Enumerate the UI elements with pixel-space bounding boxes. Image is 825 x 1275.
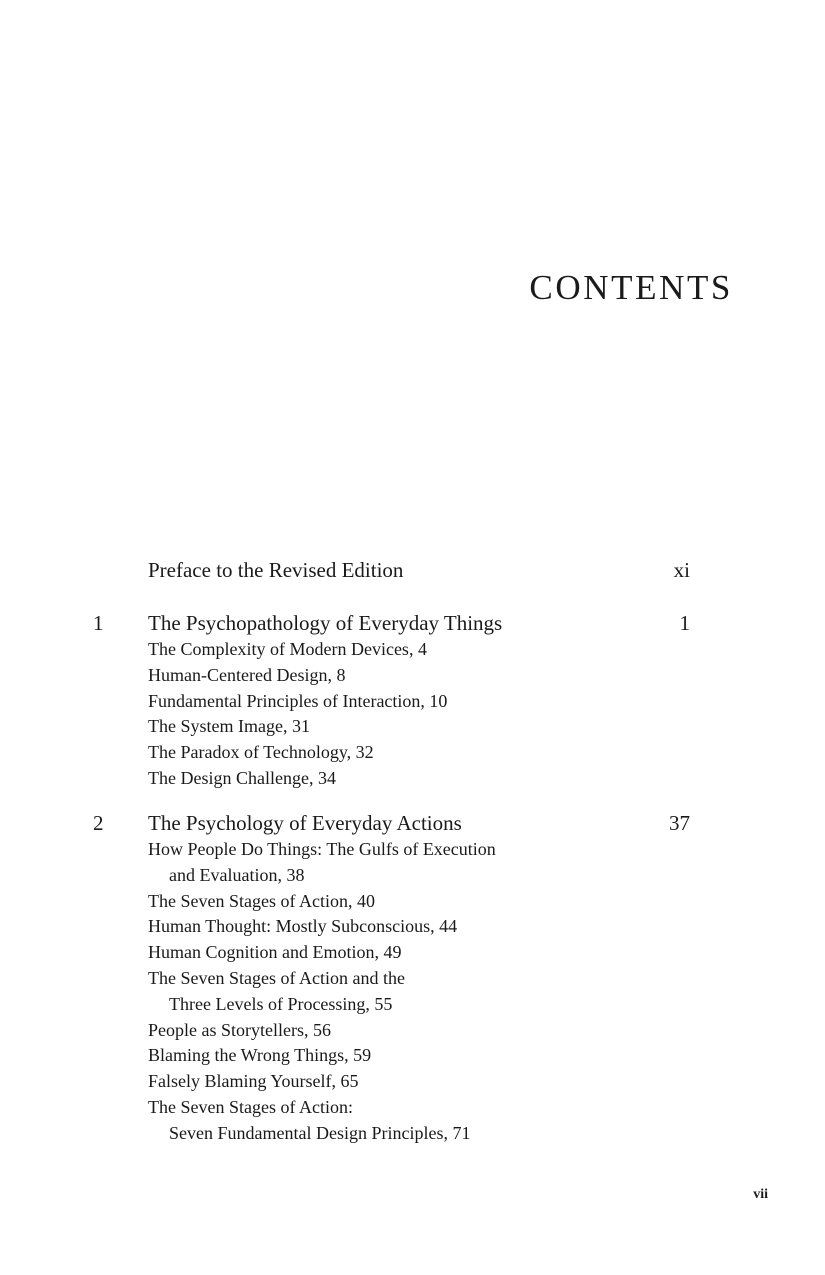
chapter-heading: [0, 610, 690, 636]
section-title: Human Cognition and Emotion, 49: [148, 942, 402, 963]
section-title: The Design Challenge, 34: [148, 767, 336, 788]
section-title: How People Do Things: The Gulfs of Execution: [148, 839, 496, 859]
chapter-page-number: 37: [669, 811, 690, 835]
section-title-continuation: Three Levels of Processing, 55: [169, 993, 393, 1014]
chapter-heading: [0, 810, 690, 836]
section-entry: [148, 914, 690, 940]
section-entry: [148, 637, 690, 663]
section-entry: [148, 940, 690, 966]
chapter-title: The Psychopathology of Everyday Things: [148, 611, 503, 635]
section-title: The Paradox of Technology, 32: [148, 742, 374, 763]
chapter-number: 2: [93, 811, 104, 835]
page-folio: vii: [753, 1187, 768, 1202]
toc-chapter-1: [0, 610, 690, 792]
section-title: The Seven Stages of Action and the: [148, 967, 405, 988]
section-entry: [148, 1069, 690, 1095]
section-entry: [148, 966, 690, 1018]
toc-entry-title: Preface to the Revised Edition: [148, 558, 404, 582]
section-entry: [148, 1043, 690, 1069]
section-title-continuation: Seven Fundamental Design Principles, 71: [169, 1122, 471, 1143]
section-title: The Seven Stages of Action:: [148, 1096, 353, 1117]
section-title: Fundamental Principles of Interaction, 10: [148, 690, 448, 711]
section-entry: [148, 766, 690, 792]
toc-entry-preface: [148, 557, 690, 583]
section-title: Human-Centered Design, 8: [148, 664, 346, 685]
section-list: [0, 637, 690, 792]
page-title: CONTENTS: [529, 268, 733, 307]
toc-entry-page-number: xi: [673, 558, 690, 582]
section-entry: [148, 1018, 690, 1044]
section-title-continuation: and Evaluation, 38: [169, 864, 305, 885]
chapter-title: The Psychology of Everyday Actions: [148, 811, 462, 835]
section-list: [0, 837, 690, 1147]
chapter-page-number: 1: [679, 611, 690, 635]
chapter-number: 1: [93, 611, 104, 635]
toc-chapter-2: [0, 810, 690, 1147]
section-entry: [148, 837, 690, 889]
section-title: Blaming the Wrong Things, 59: [148, 1045, 372, 1066]
section-entry: [148, 663, 690, 689]
section-title: People as Storytellers, 56: [148, 1019, 331, 1040]
section-entry: [148, 1095, 690, 1147]
section-entry: [148, 714, 690, 740]
section-title: The Seven Stages of Action, 40: [148, 890, 375, 911]
section-title: The System Image, 31: [148, 716, 310, 737]
section-title: Human Thought: Mostly Subconscious, 44: [148, 916, 458, 937]
section-entry: [148, 689, 690, 715]
section-entry: [148, 889, 690, 915]
section-title: Falsely Blaming Yourself, 65: [148, 1071, 359, 1092]
section-entry: [148, 740, 690, 766]
section-title: The Complexity of Modern Devices, 4: [148, 639, 427, 659]
